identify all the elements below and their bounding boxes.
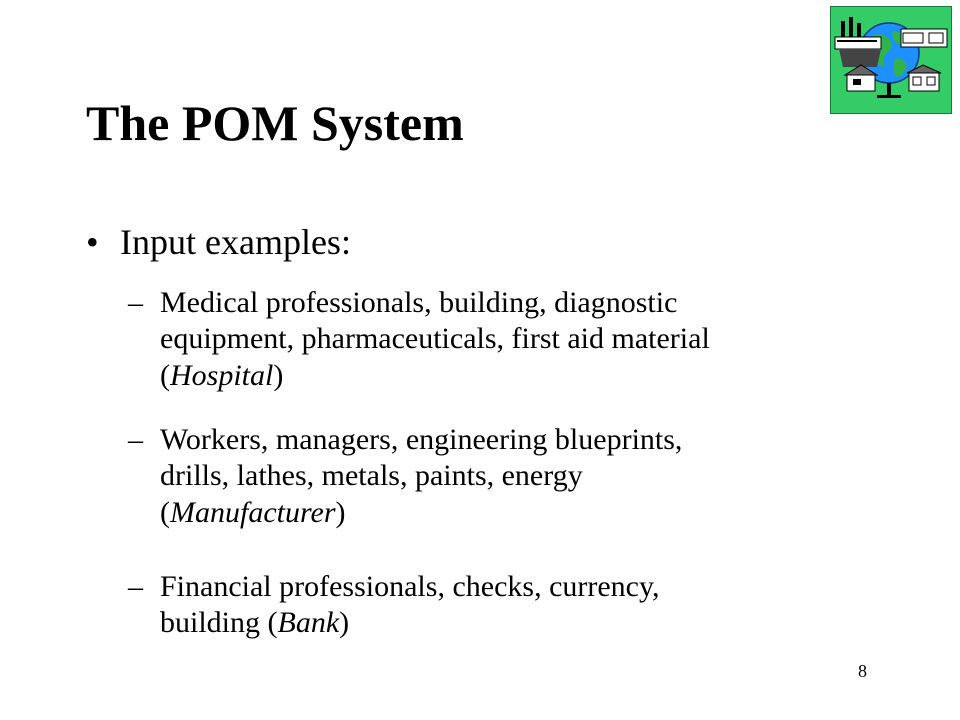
list-item-text	[160, 569, 888, 642]
list-item-line: drills, lathes, metals, paints, energy	[160, 459, 583, 493]
list-item-text	[160, 285, 888, 394]
globe-factory-buildings-icon	[830, 6, 952, 114]
dash-marker: –	[128, 423, 143, 456]
list-item-manufacturer	[128, 422, 888, 531]
paren-open: (	[160, 358, 170, 392]
list-item-text	[160, 422, 888, 531]
bullet-text: Input examples:	[120, 222, 351, 262]
list-item-bank	[128, 569, 888, 642]
logo-graphic	[831, 7, 951, 113]
dash-marker: –	[128, 286, 143, 319]
paren-close: )	[335, 495, 346, 529]
list-item-line: Medical professionals, building, diagnostic	[160, 286, 678, 319]
list-item-line	[160, 605, 888, 641]
page-number: 8	[858, 661, 867, 681]
list-item-line: equipment, pharmaceuticals, first aid material	[160, 322, 710, 356]
list-item-line: Financial professionals, checks, currency,	[160, 570, 660, 603]
list-item-line-start: building (	[160, 606, 278, 640]
list-item-line	[160, 358, 888, 394]
context-label: Hospital	[170, 358, 274, 392]
context-label: Bank	[277, 606, 340, 640]
dash-marker: –	[128, 570, 143, 603]
context-label: Manufacturer	[170, 495, 336, 529]
bullet-input-examples	[86, 222, 351, 263]
paren-close: )	[339, 606, 350, 640]
bullet-mark: •	[86, 222, 99, 262]
list-item-hospital	[128, 285, 888, 394]
list-item-line	[160, 495, 888, 531]
slide-title: The POM System	[86, 95, 464, 151]
list-item-line: Workers, managers, engineering blueprints,	[160, 423, 683, 456]
paren-close: )	[273, 358, 284, 392]
paren-open: (	[160, 495, 170, 529]
